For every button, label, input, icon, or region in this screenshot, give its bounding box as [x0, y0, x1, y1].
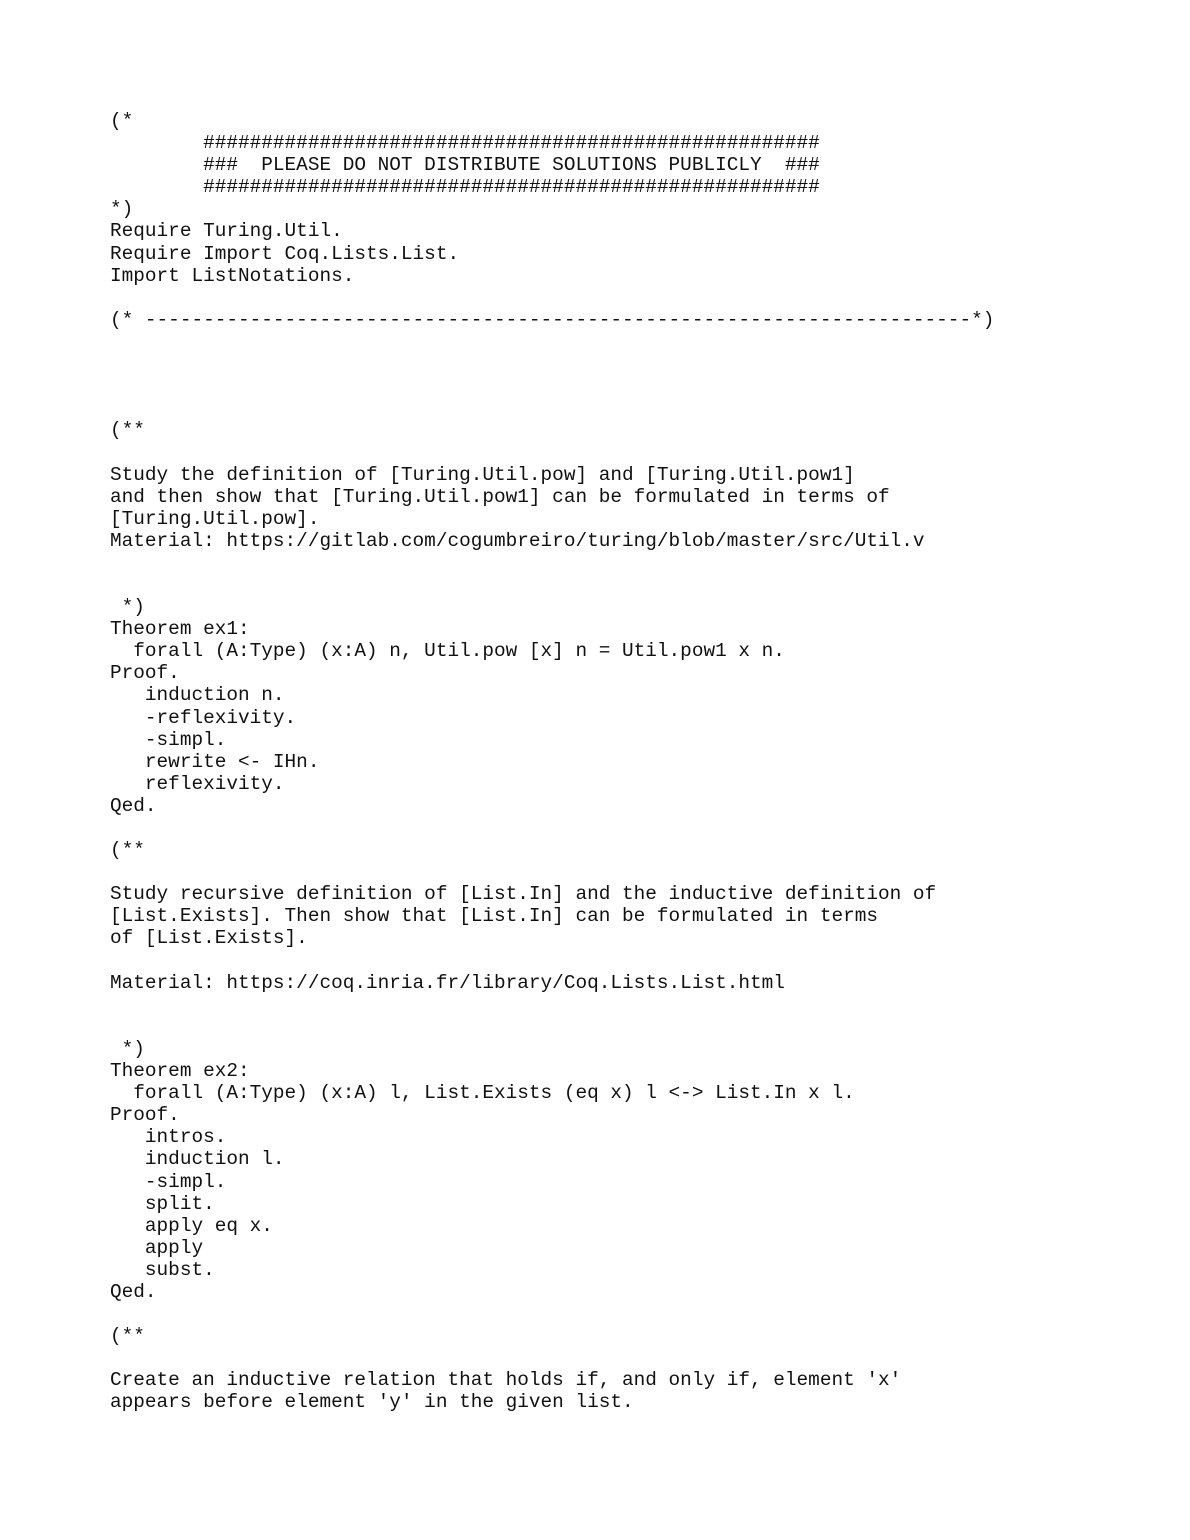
code-line: induction l.: [110, 1148, 285, 1171]
code-line: -simpl.: [110, 728, 227, 751]
code-line: Material: https://gitlab.com/cogumbreiro/turing/blob/master/src/Util.v: [110, 529, 925, 552]
code-line: forall (A:Type) (x:A) n, Util.pow [x] n = Util.pow1 x n.: [110, 640, 785, 663]
code-line: [110, 1016, 994, 1038]
code-line: [110, 331, 994, 353]
code-line: (*: [110, 110, 134, 132]
code-line: Qed.: [110, 1280, 157, 1303]
code-line: *): [110, 1037, 145, 1060]
code-line: Study recursive definition of [List.In] and the inductive definition of: [110, 883, 937, 906]
code-line: (**: [110, 1325, 145, 1348]
code-line: Require Import Coq.Lists.List.: [110, 242, 460, 265]
code-line: [List.Exists]. Then show that [List.In] can be formulated in terms: [110, 905, 878, 928]
code-line: rewrite <- IHn.: [110, 750, 320, 773]
code-line: [110, 861, 994, 883]
code-line: apply eq x.: [110, 1214, 273, 1237]
code-line: apply: [110, 1236, 204, 1259]
code-line: and then show that [Turing.Util.pow1] can be formulated in terms of: [110, 485, 890, 508]
code-line: split.: [110, 1192, 215, 1215]
code-line: [110, 353, 994, 375]
code-line: (**: [110, 419, 145, 442]
code-line: forall (A:Type) (x:A) l, List.Exists (eq x) l <-> List.In x l.: [110, 1082, 855, 1105]
code-line: Proof.: [110, 662, 180, 685]
code-line: -reflexivity.: [110, 706, 297, 729]
code-line: ### PLEASE DO NOT DISTRIBUTE SOLUTIONS PUBLICLY ###: [110, 154, 820, 177]
code-line: induction n.: [110, 684, 285, 707]
code-listing: [110, 110, 994, 1414]
code-line: [110, 1347, 994, 1369]
code-line: Theorem ex2:: [110, 1060, 250, 1083]
code-line: [110, 552, 994, 574]
code-line: reflexivity.: [110, 772, 285, 795]
code-line: #####################################################: [110, 176, 820, 199]
code-line: (* -----------------------------------------------------------------------*): [110, 308, 995, 331]
code-line: Require Turing.Util.: [110, 220, 343, 243]
code-line: [Turing.Util.pow].: [110, 507, 320, 530]
code-line: -simpl.: [110, 1170, 227, 1193]
code-line: Import ListNotations.: [110, 264, 355, 287]
code-line: appears before element 'y' in the given list.: [110, 1391, 634, 1414]
code-line: [110, 950, 994, 972]
code-line: Study the definition of [Turing.Util.pow] and [Turing.Util.pow1]: [110, 463, 855, 486]
code-line: Proof.: [110, 1104, 180, 1127]
code-line: [110, 375, 994, 397]
code-line: Material: https://coq.inria.fr/library/Coq.Lists.List.html: [110, 971, 785, 994]
code-line: [110, 441, 994, 463]
code-line: [110, 1303, 994, 1325]
code-line: of [List.Exists].: [110, 927, 308, 950]
code-line: (**: [110, 839, 145, 862]
code-line: #####################################################: [110, 132, 820, 155]
code-line: *): [110, 596, 145, 619]
code-line: Qed.: [110, 794, 157, 817]
code-line: intros.: [110, 1126, 227, 1149]
code-line: [110, 397, 994, 419]
code-line: [110, 287, 994, 309]
code-line: [110, 817, 994, 839]
code-line: [110, 574, 994, 596]
code-line: Theorem ex1:: [110, 618, 250, 641]
code-line: Create an inductive relation that holds if, and only if, element 'x': [110, 1369, 902, 1392]
code-line: [110, 994, 994, 1016]
code-line: *): [110, 198, 134, 221]
code-line: subst.: [110, 1258, 215, 1281]
